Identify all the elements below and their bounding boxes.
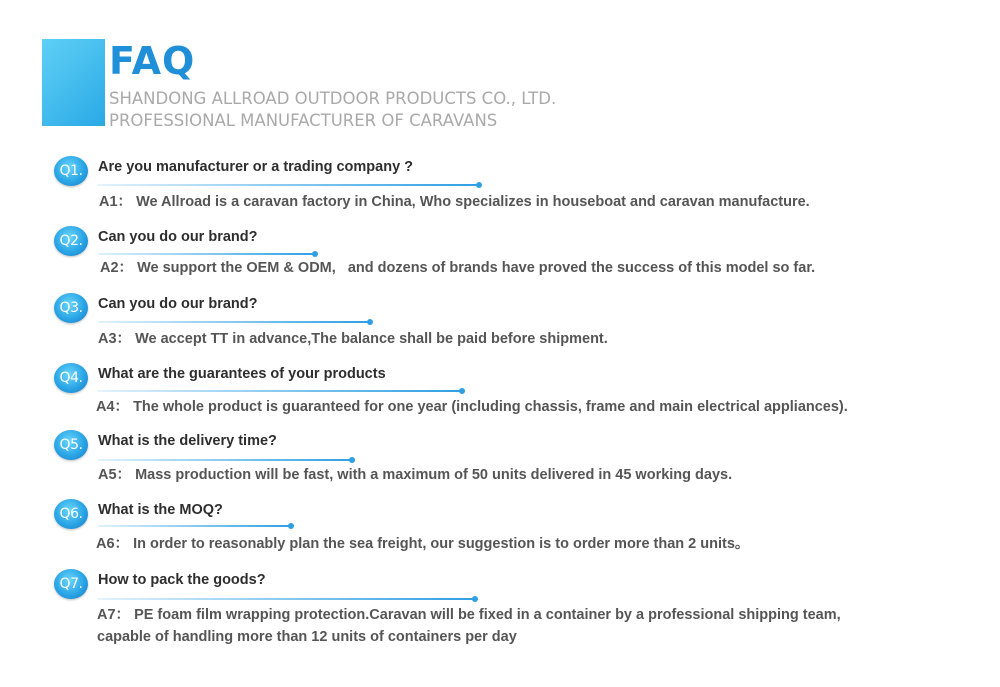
question-badge-icon: Q3. <box>54 293 88 323</box>
faq-question: What are the guarantees of your products <box>98 366 386 382</box>
faq-answer-continued: capable of handling more than 12 units of containers per day <box>97 629 517 645</box>
question-underline <box>98 598 475 600</box>
page-title: FAQ <box>109 39 196 83</box>
faq-answer: A5： Mass production will be fast, with a maximum of 50 units delivered in 45 working days. <box>98 467 733 483</box>
question-badge-icon: Q1. <box>54 156 88 186</box>
faq-question: How to pack the goods? <box>98 572 266 588</box>
faq-question: Can you do our brand? <box>98 229 258 245</box>
question-underline <box>98 390 462 392</box>
faq-answer: A1： We Allroad is a caravan factory in China, Who specializes in houseboat and caravan manufacture. <box>99 194 810 210</box>
question-underline <box>98 459 352 461</box>
faq-answer: A2： We support the OEM & ODM, and dozens of brands have proved the success of this model so far. <box>100 260 816 276</box>
question-badge-icon: Q4. <box>54 363 88 393</box>
question-underline <box>98 321 370 323</box>
company-name: SHANDONG ALLROAD OUTDOOR PRODUCTS CO., LTD. <box>109 89 557 108</box>
question-badge-icon: Q5. <box>54 430 88 460</box>
faq-answer: A6： In order to reasonably plan the sea freight, our suggestion is to order more than 2 units。 <box>96 536 750 552</box>
faq-answer: A4： The whole product is guaranteed for one year (including chassis, frame and main electrical appliances). <box>96 399 848 415</box>
company-tagline: PROFESSIONAL MANUFACTURER OF CARAVANS <box>109 111 498 130</box>
question-badge-icon: Q6. <box>54 499 88 529</box>
question-badge-icon: Q2. <box>54 226 88 256</box>
header-accent-block <box>42 39 105 126</box>
question-badge-icon: Q7. <box>54 569 88 599</box>
faq-answer: A3： We accept TT in advance,The balance shall be paid before shipment. <box>98 331 608 347</box>
faq-question: Are you manufacturer or a trading company ? <box>98 159 414 175</box>
faq-question: What is the MOQ? <box>98 502 223 518</box>
question-underline <box>98 525 291 527</box>
faq-question: Can you do our brand? <box>98 296 258 312</box>
question-underline <box>98 253 315 255</box>
faq-answer: A7： PE foam film wrapping protection.Caravan will be fixed in a container by a professional shipping team, <box>97 607 841 623</box>
question-underline <box>98 184 479 186</box>
faq-question: What is the delivery time? <box>98 433 277 449</box>
